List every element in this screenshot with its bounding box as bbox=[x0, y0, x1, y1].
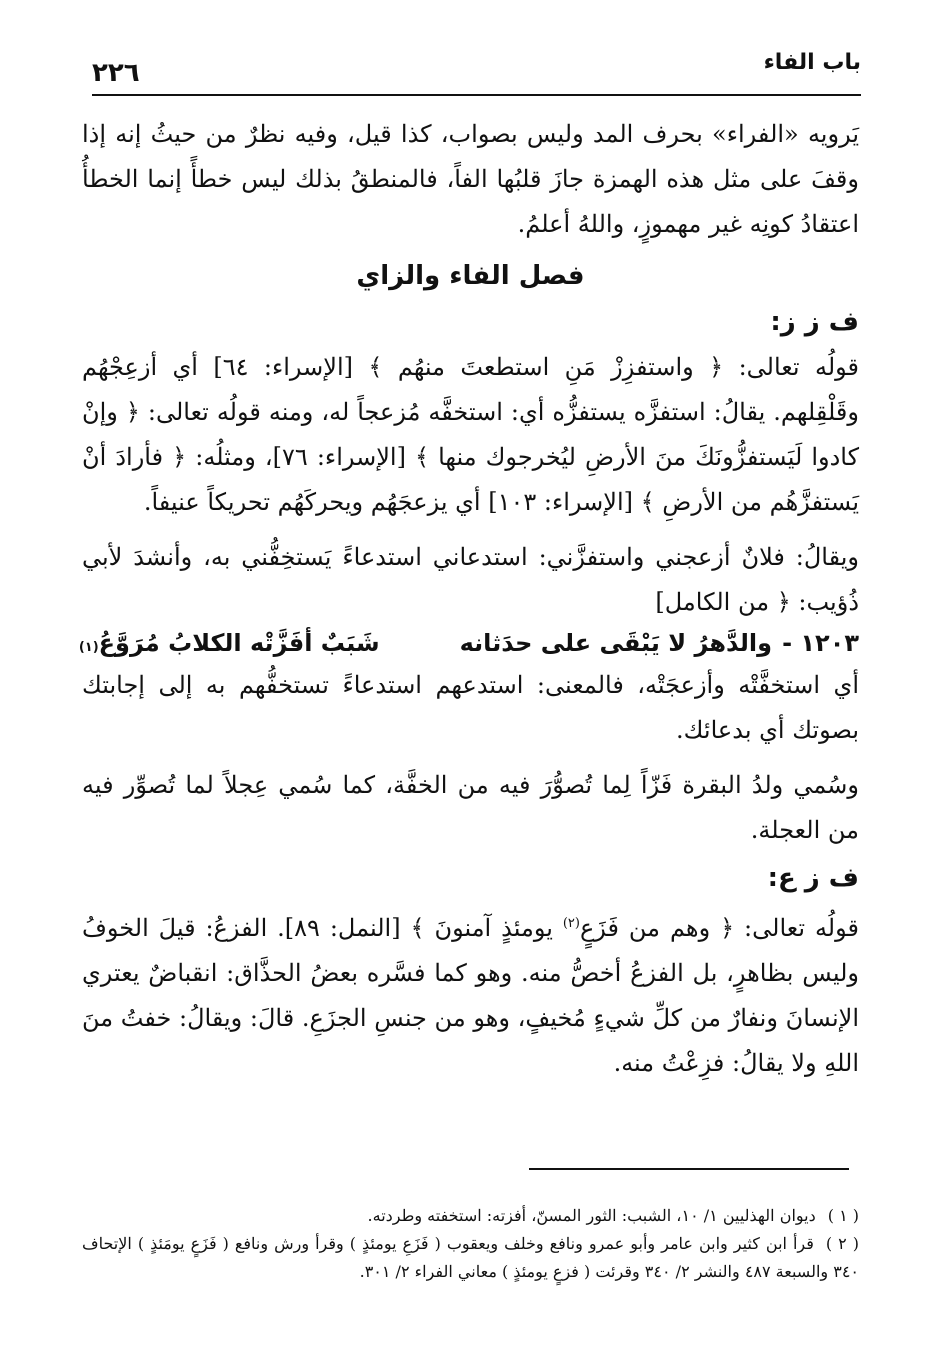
footnote-number: ( ٢ ) bbox=[825, 1234, 860, 1253]
paragraph-verse-explanation: أي استخفَّتْه وأزعجَتْه، فالمعنى: استدعهم استدعاءً تستخفُّهم به إلى إجابتك بصوتك أي بدعائك. bbox=[82, 671, 859, 744]
verse-number: ١٢٠٣ - bbox=[782, 629, 859, 657]
running-head: باب الفاء bbox=[763, 50, 861, 75]
footnote-2 bbox=[82, 1230, 859, 1286]
paragraph-continuation: يَرويه «الفراء» بحرف المد وليس بصواب، كذا قيل، وفيه نظرٌ من حيثُ إنه إذا وقفَ على مثل هذه الهمزة جازَ قلبُها الفاً، فالمنطقُ بذلك ليس خطأً إنما الخطأُ اعتقادُ كونِه غير مهموزٍ، واللهُ أعلمُ. bbox=[82, 120, 860, 238]
paragraph-fza-rest: يومئذٍ آمنونَ ﴾ [النمل: ٨٩]. الفزعُ: قيلَ الخوفُ وليس بظاهرٍ، بل الفزعُ أخصُّ منه. وهو كما فسَّره بعضُ الحذَّاق: انقباضٌ يعتري الإنسانَ ونفارٌ من كلِّ شيءٍ مُخيفٍ، وهو من جنسِ الجزَعِ. قالَ: ويقالُ: خفتُ منَ اللهِ ولا يقالُ: فزِعْتُ منه. bbox=[82, 914, 859, 1077]
verse-hemistich-second: شَبَبٌ أفَزَّتْه الكلابُ مُرَوَّعُ bbox=[98, 629, 380, 657]
footnote-text: ديوان الهذليين ١/ ١٠، الشبب: الثور المسنّ، أفزته: استخفته وطردته. bbox=[367, 1206, 816, 1225]
entry-heading-fza: ف ز ع: bbox=[767, 863, 859, 893]
paragraph-fzz-quran: قولُه تعالى: ﴿ واستفزِزْ مَنِ استطعتَ منهُم ﴾ [الإسراء: ٦٤] أي أزعِجْهُم وقَلْقِلهم. يقالُ: استفزَّه يستفزُّه أي: استخفَّه مُزعجاً له، ومنه قولُه تعالى: ﴿ وإنْ كادوا لَيَستفزُّونَكَ منَ الأرضِ ليُخرجوك منها ﴾ [الإسراء: ٧٦]، ومثلُه: ﴿ فأرادَ أنْ يَستفزَّهُم من الأرضِ ﴾ [الإسراء: ١٠٣] أي يزعجَهُم ويحركَهُم تحريكاً عنيفاً. bbox=[82, 353, 860, 516]
paragraph-fzz-usage: ويقالُ: فلانٌ أزعجني واستفزَّني: استدعاني استدعاءً يَستخِفُّني به، وأنشدَ لأبي ذُؤيب: ﴿ من الكامل] bbox=[82, 543, 859, 616]
entry-heading-fzz: ف ز ز: bbox=[770, 307, 859, 337]
section-title: فصل الفاء والزاي bbox=[356, 261, 585, 291]
footnote-marker: (١) bbox=[78, 640, 99, 655]
footnote-marker: (٢) bbox=[562, 916, 580, 931]
footnote-text: قرأ ابن كثير وابن عامر وأبو عمرو ونافع وخلف ويعقوب ( فَزَعِ يومئذٍ ) وقرأ ورش ونافع ( فَزَعٍ يومَئذٍ ) الإتحاف ٣٤٠ والسبعة ٤٨٧ والنشر ٢/ ٣٤٠ وقرئت ( فزعٍ يومئذٍ ) معاني الفراء ٢/ ٣٠١. bbox=[82, 1234, 859, 1281]
page-header bbox=[92, 40, 861, 96]
paragraph-fza-start: قولُه تعالى: ﴿ وهم من فَزَعٍ bbox=[579, 914, 859, 942]
verse-hemistich-first: والدَّهرُ لا يَبْقَى على حدَثانه bbox=[459, 629, 773, 657]
footnotes bbox=[82, 1202, 859, 1286]
footnote-number: ( ١ ) bbox=[827, 1206, 859, 1225]
footnote-divider bbox=[529, 1168, 849, 1170]
footnote-1 bbox=[82, 1202, 859, 1230]
paragraph-fza-quran bbox=[82, 901, 859, 1086]
main-text bbox=[78, 112, 860, 1086]
page-number: ٢٢٦ bbox=[92, 58, 140, 88]
poetry-verse bbox=[78, 629, 859, 657]
paragraph-calf-naming: وسُمي ولدُ البقرة فَزّاً لِما تُصوُّرَ فيه من الخفَّة، كما سُمي عِجلاً لما تُصوِّر فيه من العجلة. bbox=[82, 771, 859, 844]
